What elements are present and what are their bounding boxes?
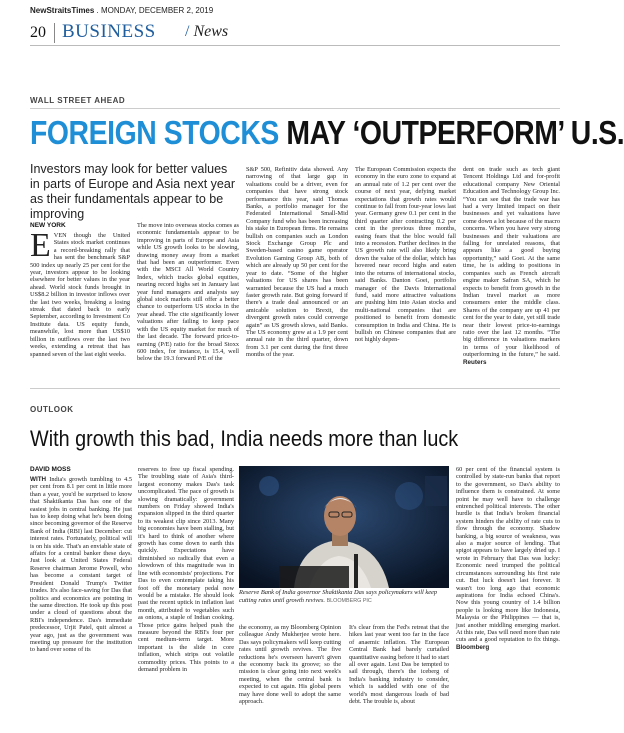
story1-col1-text: VEN though the United States stock market continues a record-breaking rally that has sent the benchmark S&P 500 index up nearly 25 per cent for the year, investors appear to be looking elsewhere for better values in the year ahead. World stock funds brought in US$8.2 billion in investor inflows over the last two weeks, breaking a losing streak that dated back to early September, according to Investment Co Institute data. US equity funds, meanwhile, lost more than US$10 billion in outflows over the last two weeks, extending a retreat that has spanned seven of the last eight weeks.: [30, 232, 130, 358]
story1-dek: Investors may look for better values in parts of Europe and Asia next year as their fundamentals appear to be improving: [30, 162, 235, 221]
story2-col4-text: It's clear from the Fed's retreat that the hikes last year went too far in the face of anaemic inflation. The European Central Bank had barely curtailed quantitative easing before it had to start all over again. Lest Das be tempted to sail through, there's the iceberg of India's banking industry to consider, which is saddled with one of the world's most dangerous loads of bad debt. The trouble is, about: [349, 624, 449, 706]
story2-column-2: [138, 466, 234, 728]
section-title: BUSINESS: [62, 21, 156, 42]
news-photo: [239, 466, 449, 588]
headline-black-part: MAY ‘OUTPERFORM’ U.S.: [278, 114, 624, 151]
story1-column-1: [30, 227, 130, 382]
masthead: [30, 6, 213, 15]
story2-column-4: [349, 624, 449, 728]
story2-headline: With growth this bad, India needs more than luck: [30, 426, 459, 451]
story2-col1-text: India's growth tumbling to 4.5 per cent from 8.1 per cent in little more than a year, you'd be surprised to know that Shaktikanta Das has one of the easiest jobs in central banking. He just has to keep doing what he's been doing since becoming governor of the Reserve Bank of India (RBI) last December: cut interest rates. Fortunately, political will is on his side. That's an enviable state of affairs for a central banker these days. Just look at United States Federal Reserve chairman Jerome Powell, who has become a constant target of President Donald Trump's Twitter tirades. It's also face-saving for Das that politics and economics are pointing in the same direction. He took up this post under a cloud of questions about the RBI's independence. Das's immediate predecessor, Urjit Patel, quit almost a year ago, just as the government was meeting up pressure for the institution to hand over some of its: [30, 476, 132, 654]
story1-column-2: [137, 222, 239, 382]
headline-blue-part: FOREIGN STOCKS: [30, 114, 279, 151]
story2-byline: DAVID MOSS: [30, 466, 71, 473]
dropcap: E: [30, 227, 51, 264]
story2-column-3: [239, 624, 341, 728]
story1-col4-text: The European Commission expects the economy in the euro zone to expand at an annual rate of 1.2 per cent over the course of next year, defying market expectations that growth rates would continue to fall from four-year lows last year. Germany grew 0.1 per cent in the third quarter after contracting 0.2 per cent in the previous three months, easing fears that the bloc would fall into a recession. Further declines in the US growth rate will also likely bring down the value of the dollar, which has hovered near record highs and eaten into the returns of international stocks, said Banks. Danton Goei, portfolio manager of the Davis International fund, said more attractive valuations are pushing him into Asian stocks and multi-national companies that are positioned to benefit from domestic consumption in India and China. He is bullish on Chinese companies that are not highly depen-: [355, 166, 456, 344]
page-number: 20: [30, 24, 46, 41]
story1-column-5: [463, 166, 560, 382]
page-header: [30, 20, 560, 46]
caption-text: Reserve Bank of India governor Shaktikanta Das says policymakers will keep cutting rates until growth revives.: [239, 589, 438, 604]
story2-col5-text: 60 per cent of the financial system is controlled by state-run banks that report to the government, so Das's ability to influence them is constrained. At some point he may well have to challenge entrenched political interests. The other hurdle is that India's broken financial system hinders the ability of rate cuts to flow through the economy. Shadow banking, a big source of weakness, was also a major source of lending. That spigot appears to have largely dried up. I wrote in February that Das was lucky: Economic need trumped the political circumstances surrounding his first rate cut. But luck doesn't last forever. It wasn't too long ago that economic aspirations for India echoed China's. Now this young country of 1.4 billion people is looking more like Indonesia, Malaysia or the Philippines — that is, just another middling emerging market. At this rate, Das will need more than rate cuts and a good reputation to fix things.: [456, 466, 560, 644]
paper-name: NewStraitsTimes: [30, 6, 95, 15]
story2-column-5: [456, 466, 560, 728]
story1-kicker: WALL STREET AHEAD: [30, 96, 126, 105]
photo-credit: BLOOMBERG PIC: [326, 597, 372, 604]
story2-rule: [30, 388, 560, 389]
story2-col3-text: the economy, as my Bloomberg Opinion colleague Andy Mukherjee wrote here. Das says policymakers will keep cutting rates until growth revives. The five reductions he's overseen haven't given the economy back its groove; so the mission is clear going into next week's meeting, when the central bank is expected to cut again. His global peers may have done well to adopt the same approach.: [239, 624, 341, 706]
issue-date: . MONDAY, DECEMBER 2, 2019: [94, 6, 214, 15]
story1-column-3: [246, 166, 348, 382]
story1-headline: [30, 114, 624, 152]
story1-dateline: NEW YORK: [30, 222, 66, 229]
header-divider: [54, 23, 55, 43]
photo-caption: [239, 589, 449, 605]
photo-illustration: [239, 466, 449, 588]
subsection-title: [185, 23, 228, 41]
story2-col2-text: reserves to free up fiscal spending. The troubling state of Asia's third-largest economy makes Das's task uncomplicated. The pace of growth is slowing dramatically: government numbers on Friday showed India's expansion slipped in the third quarter to its weakest clip since 2013. Many big economies have been stalling, but it's hard to think of another where growth has come down to earth this quickly. Expectations have diminished so radically that even a slowdown of this magnitude was in line with economists' projections. For Das to even contemplate taking his foot off the monetary pedal now would be a mistake. He should look past the recent uptick in inflation last month, attributed to vegetables such as onions, a staple of Indian cooking. Those price gains helped push the measure beyond the RBI's four per cent medium-term target. More important is the slide in core inflation, which strips out volatile commodity prices. This points to a demand problem in: [138, 466, 234, 673]
story1-col3-text: S&P 500, Refinitiv data showed. Any narrowing of that large gap in valuations could be a driver, even for companies that have strong stock performance this year, said Thomas Banks, a portfolio manager for the Federated International Small-Mid Company fund who has been increasing his stake in European firms. He remains bullish on companies such as London Stock Exchange Group Plc and Sweden-based casino game operator Evolution Gaming Group AB, both of which are already up 50 per cent for the year to date. “Some of the higher valuations for US shares has been warranted because the US had a much faster growth rate. But going forward if there's a trade deal announced or an amicable solution to Brexit, the divergent growth rates could converge again” as US growth slows, said Banks. The US economy grew at a 1.9 per cent annual rate in the third quarter, down from 3.1 per cent during the first three months of the year.: [246, 166, 348, 359]
story2-column-1: [30, 476, 132, 728]
story1-col5-text: dent on trade such as tech giant Tencent Holdings Ltd and for-profit educational company New Oriental Education and Technology Group Inc. “You can see that the trade war has had a very limited impact on their businesses and yet valuations have come down a lot because of the macro concerns. When you have very strong businesses and their valuations are falling for unrelated reasons, that appears like a good buying opportunity,” said Goei. At the same time, he is adding to positions in companies such as French aircraft engine maker Safran SA, which he expects to benefit from growth in the Indian travel market as more consumers enter the middle class. Shares of the company are up 41 per cent for the year to date, yet still trade near their lowest price-to-earnings ratio over the last 12 months. “The big difference in valuations markers in terms of your likelihood of outperforming in the future,” he said.: [463, 166, 560, 359]
story1-column-4: [355, 166, 456, 382]
story2-lead-word: WITH: [30, 476, 47, 483]
slash-separator: /: [185, 23, 194, 40]
story1-signature: Reuters: [463, 358, 487, 366]
subsection-label: News: [193, 23, 229, 40]
story1-rule: [30, 108, 560, 109]
story1-col2-text: The move into overseas stocks comes as economic fundamentals appear to be improving in parts of Europe and Asia while US growth looks to be slowing, drawing money away from a market that had been an outperformer. Even with the MSCI All World Country Index, which tracks global equities, nearing record highs set in January last year fund managers and analysts say global stock markets still offer a better chance to outperform US stocks in the year ahead. The cite significantly lower valuations after failing to keep pace with the US equity market for much of the last decade. The forward price-to-earning (P/E) ratio for the broad Stoxx 600 index, for instance, is 15.4, well below the 19.3 forward P/E of the: [137, 222, 239, 363]
story2-signature: Bloomberg: [456, 643, 490, 651]
story2-kicker: OUTLOOK: [30, 405, 74, 414]
